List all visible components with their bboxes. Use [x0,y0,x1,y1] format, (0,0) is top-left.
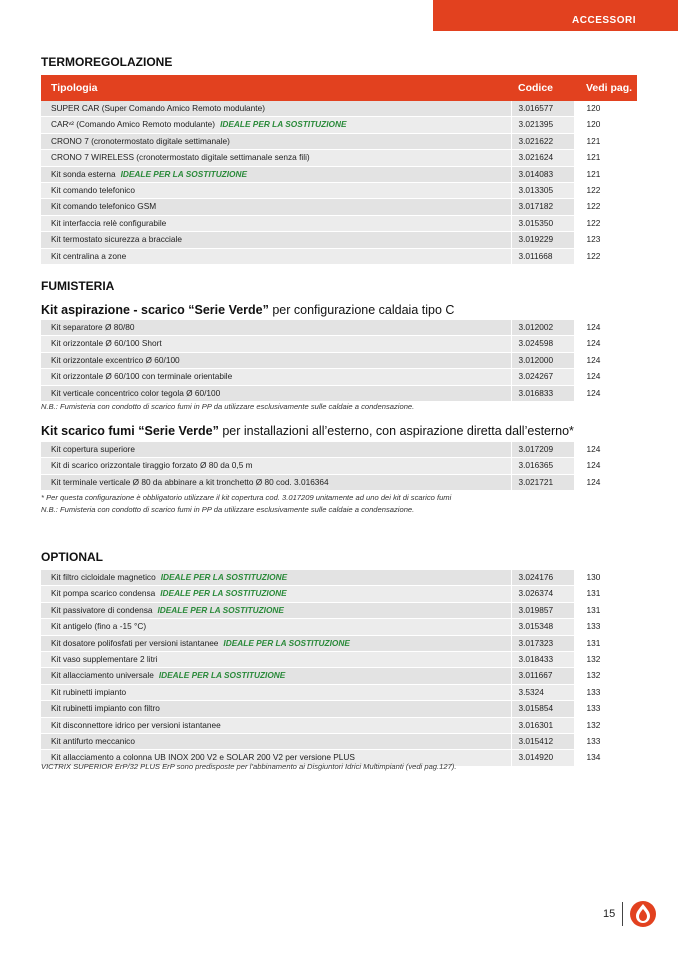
ideal-badge: IDEALE PER LA SOSTITUZIONE [158,670,286,681]
item-description [41,717,511,733]
item-name: Kit allacciamento a colonna UB INOX 200 V2 e SOLAR 200 V2 per versione PLUS [51,752,355,763]
table-row [41,602,637,618]
item-page: 122 [574,248,637,264]
table-row [41,232,637,248]
table-row [41,734,637,750]
table-row [41,668,637,684]
item-page: 124 [574,442,637,458]
col-vedi-pag: Vedi pag. [574,75,637,101]
ideal-badge: IDEALE PER LA SOSTITUZIONE [160,588,287,599]
table-row [41,352,637,368]
item-page: 124 [574,458,637,474]
ideal-badge: IDEALE PER LA SOSTITUZIONE [157,604,284,615]
optional-title: OPTIONAL [41,550,103,564]
item-name: Kit rubinetti impianto con filtro [51,703,160,714]
ideal-badge: IDEALE PER LA SOSTITUZIONE [220,119,347,130]
item-code: 3.014083 [511,166,574,182]
item-page: 133 [574,684,637,700]
item-name: Kit orizzontale Ø 60/100 con terminale orientabile [51,371,233,382]
table-row [41,458,637,474]
item-description [41,320,511,336]
item-code: 3.015854 [511,701,574,717]
item-description [41,166,511,182]
item-description [41,652,511,668]
section-label: ACCESSORI [572,15,636,26]
table-row [41,101,637,117]
item-code: 3.015350 [511,215,574,231]
item-name: Kit disconnettore idrico per versioni istantanee [51,719,221,730]
item-code: 3.019857 [511,602,574,618]
table-header-row [41,75,637,101]
item-description [41,684,511,700]
table-row [41,474,637,490]
item-name: Kit passivatore di condensa [51,604,153,615]
item-description [41,734,511,750]
item-name: Kit comando telefonico [51,185,135,196]
item-description [41,635,511,651]
item-code: 3.015348 [511,619,574,635]
item-code: 3.017209 [511,442,574,458]
item-description [41,336,511,352]
item-page: 122 [574,199,637,215]
item-code: 3.011667 [511,668,574,684]
item-page: 133 [574,619,637,635]
item-code: 3.013305 [511,183,574,199]
item-description [41,232,511,248]
item-page: 131 [574,586,637,602]
item-page: 124 [574,320,637,336]
item-code: 3.014920 [511,750,574,766]
item-page: 120 [574,101,637,117]
table-row [41,586,637,602]
table-row [41,183,637,199]
item-code: 3.021624 [511,150,574,166]
item-name: Kit dosatore polifosfati per versioni istantanee [51,637,219,648]
item-name: Kit termostato sicurezza a bracciale [51,234,182,245]
table-row [41,150,637,166]
item-page: 131 [574,635,637,651]
table-row [41,652,637,668]
table-row [41,199,637,215]
optional-note: VICTRIX SUPERIOR ErP/32 PLUS ErP sono predisposte per l’abbinamento ai Disgiuntori Idrici Multimpianti (vedi pag.127). [41,762,457,771]
footer-divider [622,902,623,926]
termoregolazione-title: TERMOREGOLAZIONE [41,55,173,69]
item-page: 124 [574,474,637,490]
item-code: 3.021622 [511,133,574,149]
item-name: Kit pompa scarico condensa [51,588,156,599]
kit-aspirazione-title-rest: per configurazione caldaia tipo C [268,303,455,317]
item-code: 3.5324 [511,684,574,700]
item-page: 131 [574,602,637,618]
item-page: 120 [574,117,637,133]
item-page: 132 [574,668,637,684]
item-name: Kit orizzontale Ø 60/100 Short [51,338,162,349]
kit-scarico-title-rest: per installazioni all’esterno, con aspirazione diretta dall’esterno* [218,424,574,438]
item-name: Kit di scarico orizzontale tiraggio forzato Ø 80 da 0,5 m [51,460,253,471]
item-description [41,458,511,474]
item-name: Kit orizzontale excentrico Ø 60/100 [51,354,180,365]
fumisteria-note-2: * Per questa configurazione è obbligatorio utilizzare il kit copertura cod. 3.017209 unitamente ad uno dei kit di scarico fumi [41,493,452,502]
item-page: 122 [574,215,637,231]
item-page: 121 [574,150,637,166]
item-code: 3.026374 [511,586,574,602]
item-name: Kit vaso supplementare 2 litri [51,654,158,665]
item-code: 3.024176 [511,570,574,586]
item-page: 133 [574,734,637,750]
item-page: 132 [574,717,637,733]
item-name: Kit centralina a zone [51,250,127,261]
table-row [41,369,637,385]
item-page: 124 [574,369,637,385]
item-page: 130 [574,570,637,586]
kit-scarico-table [41,442,637,491]
item-description [41,215,511,231]
item-name: Kit rubinetti impianto [51,686,127,697]
item-description [41,619,511,635]
item-description [41,117,511,133]
section-banner [433,0,678,31]
item-page: 121 [574,133,637,149]
ideal-badge: IDEALE PER LA SOSTITUZIONE [223,637,350,648]
item-code: 3.016301 [511,717,574,733]
ideal-badge: IDEALE PER LA SOSTITUZIONE [160,572,288,582]
table-row [41,133,637,149]
item-description [41,150,511,166]
kit-scarico-title [41,424,574,438]
item-description [41,385,511,401]
item-description [41,442,511,458]
item-code: 3.012000 [511,352,574,368]
item-code: 3.016833 [511,385,574,401]
item-name: Kit antifurto meccanico [51,736,135,747]
item-page: 124 [574,352,637,368]
table-row [41,336,637,352]
item-description [41,199,511,215]
item-page: 134 [574,750,637,766]
item-description [41,570,511,586]
fumisteria-note-3: N.B.: Fumisteria con condotto di scarico fumi in PP da utilizzare esclusivamente sulle caldaie a condensazione. [41,505,415,514]
item-description [41,602,511,618]
item-name: Kit interfaccia relè configurabile [51,217,167,228]
item-code: 3.017323 [511,635,574,651]
item-description [41,701,511,717]
item-code: 3.011668 [511,248,574,264]
table-row [41,117,637,133]
fumisteria-title: FUMISTERIA [41,279,115,293]
item-description [41,133,511,149]
item-code: 3.012002 [511,320,574,336]
item-description [41,668,511,684]
item-description [41,474,511,490]
item-name: Kit antigelo (fino a -15 °C) [51,621,147,632]
item-name: SUPER CAR (Super Comando Amico Remoto modulante) [51,103,265,113]
item-description [41,352,511,368]
item-code: 3.017182 [511,199,574,215]
item-code: 3.024267 [511,369,574,385]
table-row [41,717,637,733]
item-page: 133 [574,701,637,717]
item-name: Kit allacciamento universale [51,670,154,681]
item-description [41,101,511,117]
table-row [41,248,637,264]
item-name: Kit separatore Ø 80/80 [51,322,135,332]
item-name: CRONO 7 (cronotermostato digitale settimanale) [51,135,230,146]
item-code: 3.021395 [511,117,574,133]
kit-aspirazione-title-bold: Kit aspirazione - scarico “Serie Verde” [41,303,269,317]
table-row [41,570,637,586]
col-codice: Codice [511,75,574,101]
table-row [41,635,637,651]
kit-aspirazione-title [41,303,454,317]
table-row [41,385,637,401]
col-tipologia: Tipologia [41,75,511,101]
item-name: Kit verticale concentrico color tegola Ø 60/100 [51,387,221,398]
item-name: Kit sonda esterna [51,168,116,179]
item-name: CARᵛ² (Comando Amico Remoto modulante) [51,119,216,130]
item-code: 3.024598 [511,336,574,352]
item-name: Kit terminale verticale Ø 80 da abbinare a kit tronchetto Ø 80 cod. 3.016364 [51,476,329,487]
item-page: 124 [574,385,637,401]
table-row [41,619,637,635]
item-description [41,183,511,199]
item-page: 132 [574,652,637,668]
item-page: 122 [574,183,637,199]
item-description [41,248,511,264]
table-row [41,701,637,717]
flame-logo-icon [629,900,657,928]
item-description [41,586,511,602]
table-row [41,320,637,336]
item-page: 124 [574,336,637,352]
optional-table [41,570,637,767]
item-page: 121 [574,166,637,182]
kit-scarico-title-bold: Kit scarico fumi “Serie Verde” [41,424,219,438]
item-name: CRONO 7 WIRELESS (cronotermostato digitale settimanale senza fili) [51,152,310,163]
item-description [41,369,511,385]
ideal-badge: IDEALE PER LA SOSTITUZIONE [120,168,248,179]
table-row [41,684,637,700]
item-page: 123 [574,232,637,248]
item-code: 3.016577 [511,101,574,117]
item-name: Kit comando telefonico GSM [51,201,157,212]
item-name: Kit filtro cicloidale magnetico [51,572,156,582]
item-code: 3.015412 [511,734,574,750]
table-row [41,215,637,231]
fumisteria-note-1: N.B.: Fumisteria con condotto di scarico fumi in PP da utilizzare esclusivamente sulle caldaie a condensazione. [41,402,415,411]
item-code: 3.019229 [511,232,574,248]
kit-aspirazione-table [41,320,637,402]
item-code: 3.018433 [511,652,574,668]
item-name: Kit copertura superiore [51,444,135,454]
termoregolazione-table [41,75,637,265]
table-row [41,166,637,182]
page-number: 15 [603,908,616,920]
item-code: 3.021721 [511,474,574,490]
item-code: 3.016365 [511,458,574,474]
table-row [41,442,637,458]
